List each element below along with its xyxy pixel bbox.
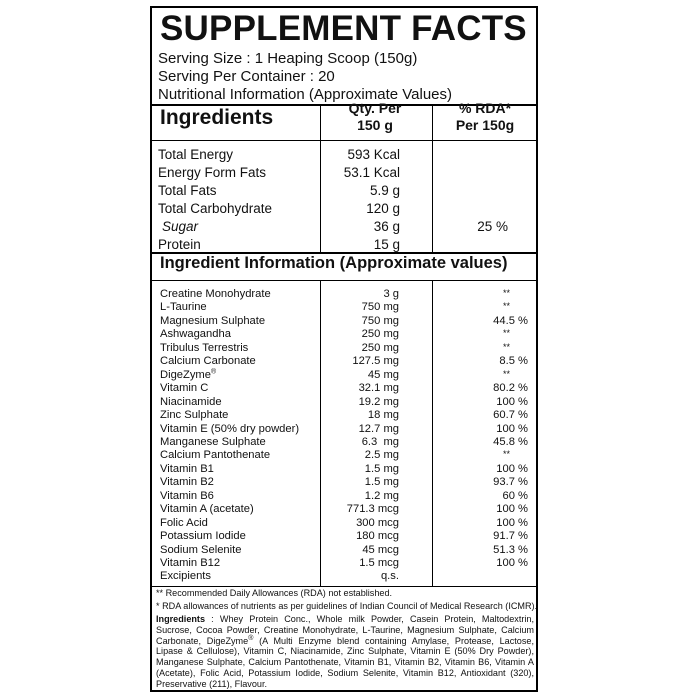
ingredient-name-text: Vitamin B1: [160, 462, 214, 475]
ingredient-name: [160, 382, 208, 394]
nutrient-name: Sugar: [162, 219, 199, 234]
ingredient-name: [160, 530, 246, 542]
footnote-rda-not-established: ** Recommended Daily Allowances (RDA) not established.: [156, 588, 393, 598]
ingredient-qty: 2.5 mg: [364, 449, 399, 462]
ingredient-name-text: Niacinamide: [160, 395, 222, 408]
ingredient-qty: 32.1 mg: [358, 382, 399, 395]
nutrient-name: Energy Form Fats: [158, 165, 267, 180]
ingredient-rda: 93.7 %: [493, 476, 528, 489]
ingredient-name: [160, 423, 299, 435]
ingredient-name-text: Ashwagandha: [160, 328, 231, 341]
ingredient-name-text: Magnesium Sulphate: [160, 314, 266, 327]
ingredient-name-text: L-Taurine: [160, 301, 207, 314]
supplement-facts-panel: [150, 6, 538, 692]
ingredient-name-text: Manganese Sulphate: [160, 435, 266, 448]
ingredient-qty: 1.5 mcg: [359, 557, 399, 569]
ingredient-name-text: DigeZyme: [160, 368, 211, 381]
ingredient-name: [160, 476, 214, 488]
servings-per-container: Serving Per Container : 20: [158, 68, 335, 85]
ingredient-name: [160, 288, 271, 300]
ingredients-list-label: Ingredients: [156, 614, 206, 624]
ingredient-name: [160, 463, 214, 475]
ingredient-name: [160, 449, 270, 461]
ingredient-rda: 60 %: [502, 489, 528, 502]
ingredient-name: [160, 557, 220, 569]
ingredient-name-text: Calcium Pantothenate: [160, 449, 271, 462]
ingredient-rda: 100 %: [496, 395, 528, 408]
ingredient-qty: 12.7 mg: [358, 422, 399, 435]
ingredient-name-text: Vitamin B6: [160, 489, 214, 502]
ingredient-qty: 1.5 mg: [364, 476, 399, 489]
nutrient-qty: 53.1 Kcal: [343, 165, 400, 180]
ingredient-qty: 1.5 mg: [364, 462, 399, 475]
registered-mark: ®: [248, 634, 254, 642]
ingredient-qty: q.s.: [380, 570, 399, 583]
panel-title: SUPPLEMENT FACTS: [160, 9, 527, 48]
ingredient-qty: 250 mg: [361, 328, 399, 341]
ingredient-name-text: Creatine Monohydrate: [160, 288, 271, 300]
rda-header-line1: % RDA*: [458, 100, 512, 116]
ingredients-list-part1: : Whey Protein Conc., Whole milk Powder, Casein Protein, Maltodextrin, Sucrose, Cocoa Powder, Creatine Monohydrate, L-Taurine, Magnesium Sulphate, Calcium Carbonate, DigeZyme: [156, 614, 534, 646]
ingredient-name: [160, 355, 256, 367]
ingredient-name-text: Potassium Iodide: [160, 530, 246, 543]
nutrient-name: Total Fats: [158, 183, 217, 198]
ingredients-list: [156, 614, 534, 690]
ingredient-rda: **: [502, 328, 510, 339]
column-divider-rda-top: [432, 105, 433, 252]
ingredient-qty: 300 mcg: [356, 516, 399, 529]
ingredient-name-text: Tribulus Terrestris: [160, 341, 249, 354]
nutrient-name: Total Energy: [158, 147, 234, 162]
ingredient-qty: 18 mg: [367, 409, 399, 422]
rda-header-line2: Per 150g: [455, 117, 515, 133]
ingredient-name: [160, 342, 248, 354]
ingredient-name: [160, 503, 254, 515]
ingredient-qty: 771.3 mcg: [346, 503, 399, 516]
ingredient-rda: 60.7 %: [493, 409, 528, 422]
ingredient-name-text: Folic Acid: [160, 516, 208, 529]
nutrient-rda: 25 %: [477, 219, 508, 234]
ingredient-qty: 180 mcg: [356, 530, 399, 543]
ingredient-rda: 100 %: [496, 516, 528, 529]
ingredient-name-text: Vitamin A (acetate): [160, 503, 254, 516]
ingredient-name-text: Vitamin B12: [160, 557, 221, 569]
ingredient-rda: 44.5 %: [493, 314, 528, 327]
ingredient-name-text: Zinc Sulphate: [160, 409, 229, 422]
ingredient-name: [160, 369, 216, 381]
ingredients-list-part2: (A Multi Enzyme blend containing Amylase, Protease, Lactose, Lipase & Cellulose), Vitamin C, Niacinamide, Zinc Sulphate, Vitamin E (50% Dry Powder), Manganese Sulphate, Calcium Pantothenate, Vitamin B1, Vitamin B2, Vitamin B6, Vitamin A (Acetate), Folic Acid, Potassium Iodide, Sodium Selenite, Vitamin B12, Antioxidant (320), Preservative (211), Flavour.: [156, 635, 534, 689]
qty-header-line1: Qty. Per: [348, 100, 402, 116]
ingredient-name-text: Vitamin E (50% dry powder): [160, 422, 300, 435]
qty-header-line2: 150 g: [357, 117, 393, 133]
ingredient-rda: 100 %: [496, 422, 528, 435]
serving-size: Serving Size : 1 Heaping Scoop (150g): [158, 50, 418, 67]
nutrition-info-label: Nutritional Information (Approximate Values): [158, 86, 453, 103]
ingredient-rda: 100 %: [496, 503, 528, 516]
ingredient-name: [160, 328, 231, 340]
nutrient-qty: 5.9 g: [369, 183, 400, 198]
ingredient-name: [160, 409, 228, 421]
qty-header: [320, 100, 430, 134]
ingredient-name: [160, 301, 207, 313]
ingredient-name: [160, 396, 222, 408]
ingredient-qty: 750 mg: [361, 314, 399, 327]
nutrient-qty: 15 g: [373, 237, 400, 252]
ingredient-name-text: Sodium Selenite: [160, 543, 242, 556]
ingredient-rda: **: [502, 449, 510, 460]
column-divider-qty-top: [320, 105, 321, 252]
ingredient-rda: 51.3 %: [493, 543, 528, 556]
ingredient-rda: 100 %: [496, 557, 528, 569]
ingredient-rda: 80.2 %: [493, 382, 528, 395]
ingredient-qty: 127.5 mg: [352, 355, 399, 368]
ingredient-rda: **: [502, 288, 510, 298]
registered-mark: ®: [210, 367, 217, 375]
ingredient-rda: 8.5 %: [499, 355, 528, 368]
nutrient-name: Total Carbohydrate: [158, 201, 273, 216]
ingredient-qty: 19.2 mg: [358, 395, 399, 408]
ingredient-qty: 6.3 mg: [361, 435, 399, 448]
divider-header: [152, 140, 536, 141]
ingredient-name-text: Excipients: [160, 570, 211, 583]
ingredient-name: [160, 436, 266, 448]
ingredient-section-title: Ingredient Information (Approximate values): [160, 254, 508, 272]
ingredient-name-text: Calcium Carbonate: [160, 355, 256, 368]
ingredient-rda: **: [502, 341, 510, 352]
divider-footer: [152, 586, 536, 587]
nutrient-qty: 593 Kcal: [347, 147, 400, 162]
footnote-icmr: * RDA allowances of nutrients as per guidelines of Indian Council of Medical Research (ICMR).: [156, 601, 538, 611]
ingredient-rda: 100 %: [496, 462, 528, 475]
ingredient-name: [160, 570, 211, 582]
ingredient-qty: 45 mcg: [362, 543, 399, 556]
rda-header: [432, 100, 538, 134]
ingredient-rda: 45.8 %: [493, 435, 528, 448]
nutrient-qty: 120 g: [366, 201, 400, 216]
ingredient-name: [160, 544, 241, 556]
ingredient-name-text: Vitamin C: [160, 382, 209, 395]
nutrient-name: Protein: [158, 237, 201, 252]
ingredient-qty: 250 mg: [361, 341, 399, 354]
ingredient-rda: **: [502, 368, 510, 379]
ingredient-name: [160, 315, 265, 327]
ingredient-qty: 45 mg: [367, 368, 399, 381]
ingredient-qty: 750 mg: [361, 301, 399, 314]
ingredient-qty: 3 g: [383, 288, 399, 300]
ingredient-name: [160, 517, 208, 529]
ingredient-name: [160, 490, 214, 502]
column-divider-rda-bottom: [432, 281, 433, 586]
column-divider-qty-bottom: [320, 281, 321, 586]
ingredient-name-text: Vitamin B2: [160, 476, 214, 489]
divider-section-bottom: [152, 280, 536, 281]
ingredient-qty: 1.2 mg: [364, 489, 399, 502]
ingredient-rda: **: [502, 301, 510, 312]
nutrient-qty: 36 g: [373, 219, 400, 234]
ingredients-header: Ingredients: [160, 106, 274, 129]
ingredient-rda: 91.7 %: [493, 530, 528, 543]
